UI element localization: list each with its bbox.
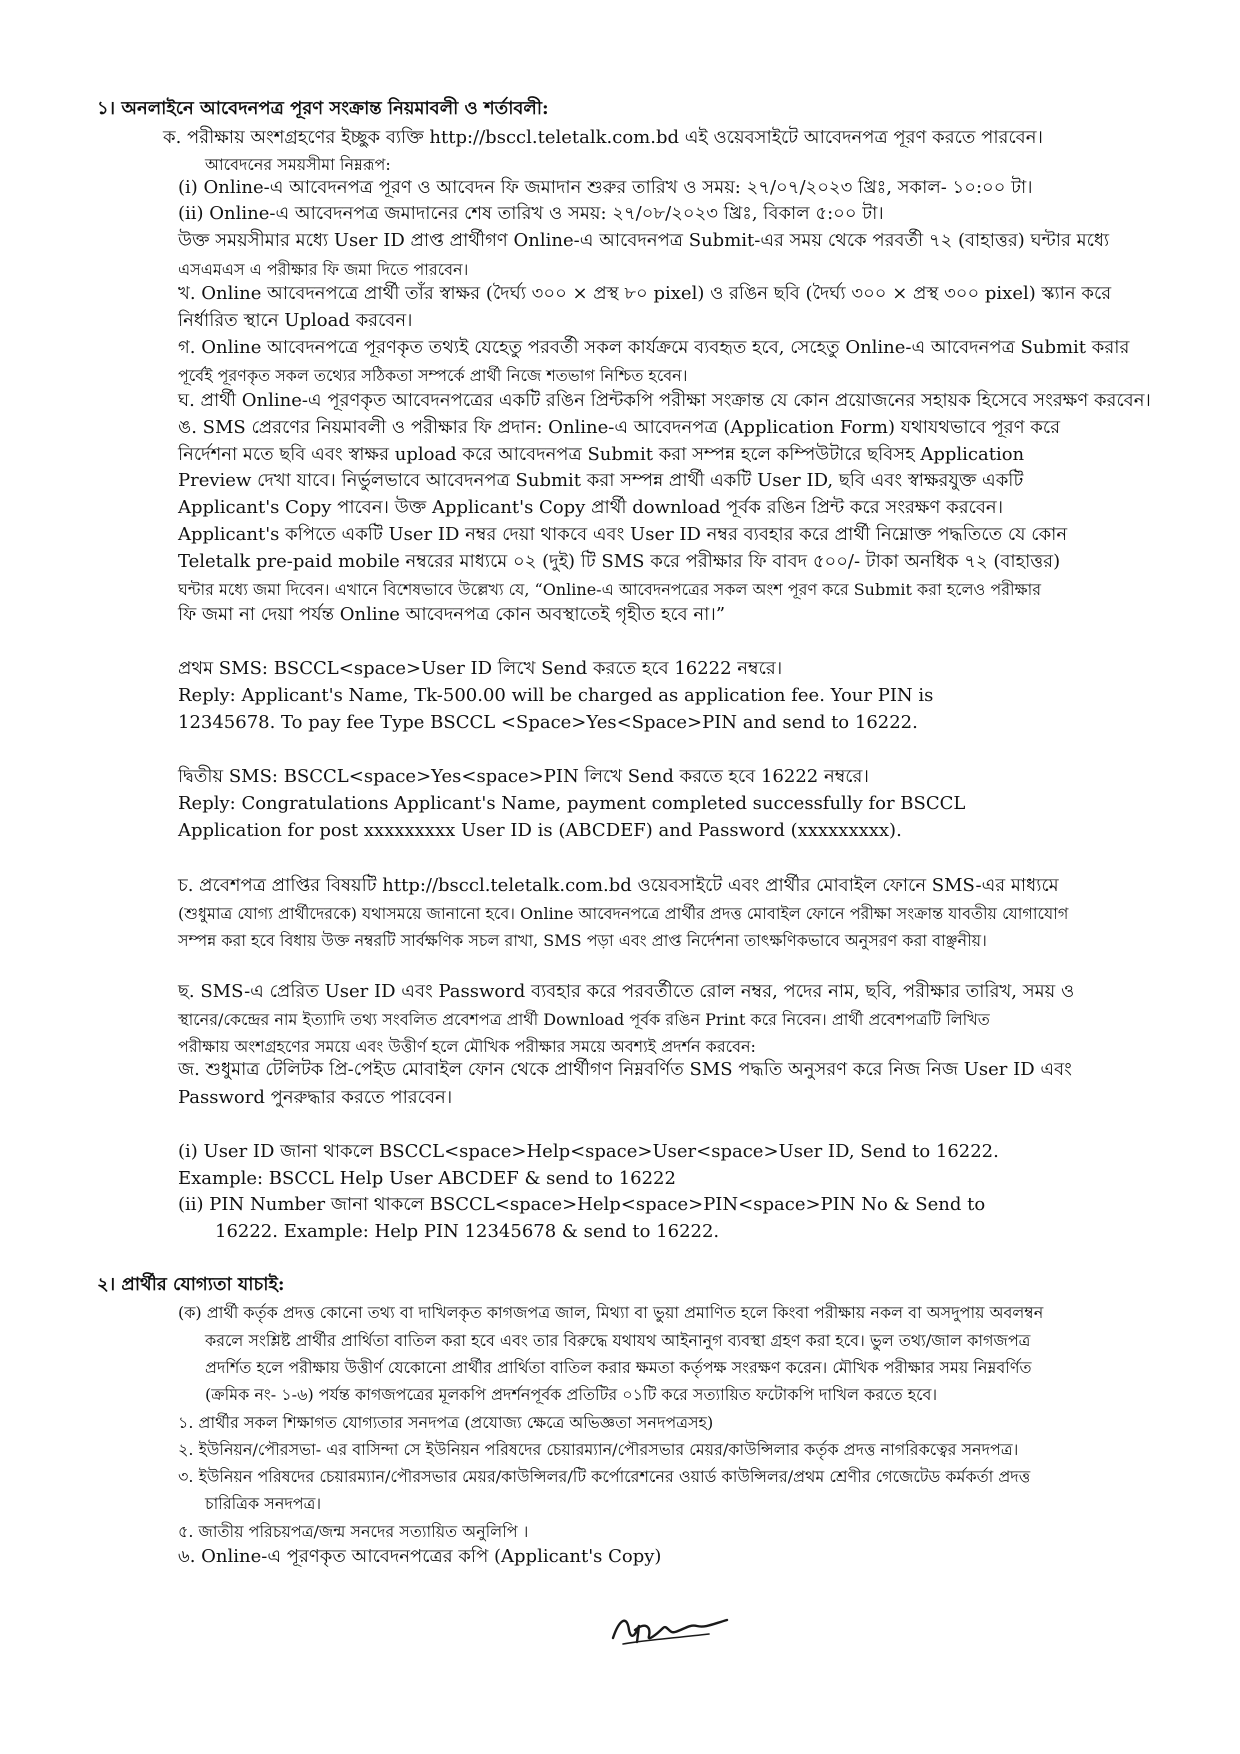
s2-ka-line-0: (ক) প্রার্থী কর্তৃক প্রদত্ত কোনো তথ্য বা দাখিলকৃত কাগজপত্র জাল, মিথ্যা বা ভুয়া প্রমাণিত হলে কিংবা পরীক্ষায় নকল বা অসদুপায় অবলম্বন [178, 1303, 1044, 1322]
s2-item-1: ১. প্রার্থীর সকল শিক্ষাগত যোগ্যতার সনদপত্র (প্রযোজ্য ক্ষেত্রে অভিজ্ঞতা সনদপত্রসহ) [178, 1413, 714, 1432]
s2-item-3: ৩. ইউনিয়ন পরিষদের চেয়ারম্যান/পৌরসভার মেয়র/কাউন্সিলর/টি কর্পোরেশনের ওয়ার্ড কাউন্সিলর/প্রথম শ্রেণীর গেজেটেড কর্মকর্তা প্রদত্ত [178, 1467, 1031, 1486]
s1-cha-line-2: সম্পন্ন করা হবে বিধায় উক্ত নম্বরটি সার্বক্ষণিক সচল রাখা, SMS পড়া এবং প্রাপ্ত নির্দেশনা তাৎক্ষণিকভাবে অনুসরণ করা বাঞ্ছনীয়। [178, 931, 987, 950]
s1-uma-line-3: Applicant's Copy পাবেন। উক্ত Applicant's Copy প্রার্থী download পূর্বক রঙিন প্রিন্ট করে সংরক্ষণ করবেন। [178, 497, 1004, 518]
s1-gha-line-0: ঘ. প্রার্থী Online-এ পূরণকৃত আবেদনপত্রের একটি রঙিন প্রিন্টকপি পরীক্ষা সংক্রান্ত যে কোন প্রয়োজনের সহায়ক হিসেবে সংরক্ষণ করবেন। [178, 390, 1151, 411]
s2-ka-line-2: প্রদর্শিত হলে পরীক্ষায় উত্তীর্ণ যেকোনো প্রার্থীর প্রার্থিতা বাতিল করার ক্ষমতা কর্তৃপক্ষ সংরক্ষণ করেন। মৌখিক পরীক্ষার সময় নিম্নবর্ণিত [205, 1358, 1032, 1377]
s1-ka-line-1: আবেদনের সময়সীমা নিম্নরূপ: [205, 155, 391, 174]
s2-item-5: ৫. জাতীয় পরিচয়পত্র/জন্ম সনদের সত্যায়িত অনুলিপি । [178, 1522, 529, 1541]
s1-uma-line-6: ঘন্টার মধ্যে জমা দিবেন। এখানে বিশেষভাবে উল্লেখ্য যে, “Online-এ আবেদনপত্রের সকল অংশ পূরণ করে Submit করা হলেও পরীক্ষার [178, 580, 1042, 599]
s1-kha-line-0: খ. Online আবেদনপত্রে প্রার্থী তাঁর স্বাক্ষর (দৈর্ঘ্য ৩০০ × প্রস্থ ৮০ pixel) ও রঙিন ছবি (দৈর্ঘ্য ৩০০ × প্রস্থ ৩০০ pixel) স্ক্যান করে [178, 283, 1112, 304]
s1-ka-line-4: উক্ত সময়সীমার মধ্যে User ID প্রাপ্ত প্রার্থীগণ Online-এ আবেদনপত্র Submit-এর সময় থেকে পরবর্তী ৭২ (বাহাত্তর) ঘন্টার মধ্যে [178, 230, 1110, 251]
recovery-line-1: Example: BSCCL Help User ABCDEF & send to 16222 [178, 1168, 676, 1189]
recovery-line-2: (ii) PIN Number জানা থাকলে BSCCL<space>Help<space>PIN<space>PIN No & Send to [178, 1194, 986, 1215]
sms1-line-0: প্রথম SMS: BSCCL<space>User ID লিখে Send করতে হবে 16222 নম্বরে। [178, 658, 783, 679]
s1-ga-line-0: গ. Online আবেদনপত্রে পূরণকৃত তথ্যই যেহেতু পরবর্তী সকল কার্যক্রমে ব্যবহৃত হবে, সেহেতু Online-এ আবেদনপত্র Submit করার [178, 337, 1130, 358]
s2-ka-line-3: (ক্রমিক নং- ১-৬) পর্যন্ত কাগজপত্রের মূলকপি প্রদর্শনপূর্বক প্রতিটির ০১টি করে সত্যায়িত ফটোকপি দাখিল করতে হবে। [205, 1385, 938, 1404]
s1-chha-line-2: পরীক্ষায় অংশগ্রহণের সময়ে এবং উত্তীর্ণ হলে মৌখিক পরীক্ষার সময়ে অবশ্যই প্রদর্শন করবেন: [178, 1037, 756, 1056]
s1-chha-line-0: ছ. SMS-এ প্রেরিত User ID এবং Password ব্যবহার করে পরবর্তীতে রোল নম্বর, পদের নাম, ছবি, পরীক্ষার তারিখ, সময় ও [178, 981, 1075, 1002]
s1-cha-line-1: (শুধুমাত্র যোগ্য প্রার্থীদেরকে) যথাসময়ে জানানো হবে। Online আবেদনপত্রে প্রার্থীর প্রদত্ত মোবাইল ফোনে পরীক্ষা সংক্রান্ত যাবতীয় যোগাযোগ [178, 904, 1069, 923]
s1-ka-line-3: (ii) Online-এ আবেদনপত্র জমাদানের শেষ তারিখ ও সময়: ২৭/০৮/২০২৩ খ্রিঃ, বিকাল ৫:০০ টা। [178, 203, 884, 224]
s1-uma-line-0: ঙ. SMS প্রেরণের নিয়মাবলী ও পরীক্ষার ফি প্রদান: Online-এ আবেদনপত্র (Application Form) যথাযথভাবে পূরণ করে [178, 417, 1061, 438]
s1-uma-line-4: Applicant's কপিতে একটি User ID নম্বর দেয়া থাকবে এবং User ID নম্বর ব্যবহার করে প্রার্থী নিম্নোক্ত পদ্ধতিতে যে কোন [178, 524, 1068, 545]
s2-item-2: ২. ইউনিয়ন/পৌরসভা- এর বাসিন্দা সে ইউনিয়ন পরিষদের চেয়ারম্যান/পৌরসভার মেয়র/কাউন্সিলার কর্তৃক প্রদত্ত নাগরিকত্বের সনদপত্র। [178, 1440, 1019, 1459]
handwritten-signature [605, 1600, 735, 1650]
section1-heading: ১। অনলাইনে আবেদনপত্র পূরণ সংক্রান্ত নিয়মাবলী ও শর্তাবলী: [97, 98, 549, 119]
s1-uma-line-5: Teletalk pre-paid mobile নম্বরের মাধ্যমে ০২ (দুই) টি SMS করে পরীক্ষার ফি বাবদ ৫০০/- টাকা অনধিক ৭২ (বাহাত্তর) [178, 551, 1061, 572]
sms2-line-1: Reply: Congratulations Applicant's Name, payment completed successfully for BSCCL [178, 793, 966, 814]
section2-heading: ২। প্রার্থীর যোগ্যতা যাচাই: [97, 1274, 285, 1295]
s1-cha-line-0: চ. প্রবেশপত্র প্রাপ্তির বিষয়টি http://bsccl.teletalk.com.bd ওয়েবসাইটে এবং প্রার্থীর মোবাইল ফোনে SMS-এর মাধ্যমে [178, 875, 1059, 896]
s1-kha-line-1: নির্ধারিত স্থানে Upload করবেন। [178, 310, 413, 331]
s1-ja-line-0: জ. শুধুমাত্র টেলিটক প্রি-পেইড মোবাইল ফোন থেকে প্রার্থীগণ নিম্নবর্ণিত SMS পদ্ধতি অনুসরণ করে নিজ নিজ User ID এবং [178, 1059, 1072, 1080]
s1-ka-line-2: (i) Online-এ আবেদনপত্র পূরণ ও আবেদন ফি জমাদান শুরুর তারিখ ও সময়: ২৭/০৭/২০২৩ খ্রিঃ, সকাল- ১০:০০ টা। [178, 177, 1033, 198]
s2-ka-line-1: করলে সংশ্লিষ্ট প্রার্থীর প্রার্থিতা বাতিল করা হবে এবং তার বিরুদ্ধে যথাযথ আইনানুগ ব্যবস্থা গ্রহণ করা হবে। ভুল তথ্য/জাল কাগজপত্র [205, 1331, 1031, 1350]
recovery-line-0: (i) User ID জানা থাকলে BSCCL<space>Help<space>User<space>User ID, Send to 16222. [178, 1141, 999, 1162]
s1-uma-line-7: ফি জমা না দেয়া পর্যন্ত Online আবেদনপত্র কোন অবস্থাতেই গৃহীত হবে না।” [178, 604, 726, 625]
s1-ja-line-1: Password পুনরুদ্ধার করতে পারবেন। [178, 1087, 453, 1108]
sms1-line-2: 12345678. To pay fee Type BSCCL <Space>Yes<Space>PIN and send to 16222. [178, 712, 918, 733]
recovery-line-3: 16222. Example: Help PIN 12345678 & send to 16222. [215, 1221, 720, 1242]
s1-ka-line-5: এসএমএস এ পরীক্ষার ফি জমা দিতে পারবেন। [178, 260, 469, 279]
s1-uma-line-1: নির্দেশনা মতে ছবি এবং স্বাক্ষর upload করে আবেদনপত্র Submit করা সম্পন্ন হলে কম্পিউটারে ছবিসহ Application [178, 444, 1025, 465]
s2-item-3-cont: চারিত্রিক সনদপত্র। [205, 1494, 322, 1513]
s2-item-6: ৬. Online-এ পূরণকৃত আবেদনপত্রের কপি (Applicant's Copy) [178, 1546, 662, 1567]
s1-ka-line-0: ক. পরীক্ষায় অংশগ্রহণের ইচ্ছুক ব্যক্তি http://bsccl.teletalk.com.bd এই ওয়েবসাইটে আবেদনপত্র পূরণ করতে পারবেন। [163, 127, 1043, 148]
sms2-line-2: Application for post xxxxxxxxx User ID is (ABCDEF) and Password (xxxxxxxxx). [178, 820, 902, 841]
s1-ga-line-1: পূর্বেই পূরণকৃত সকল তথ্যের সঠিকতা সম্পর্কে প্রার্থী নিজে শতভাগ নিশ্চিত হবেন। [178, 366, 688, 385]
s1-uma-line-2: Preview দেখা যাবে। নির্ভুলভাবে আবেদনপত্র Submit করা সম্পন্ন প্রার্থী একটি User ID, ছবি এবং স্বাক্ষরযুক্ত একটি [178, 470, 1024, 491]
sms1-line-1: Reply: Applicant's Name, Tk-500.00 will be charged as application fee. Your PIN is [178, 685, 934, 706]
sms2-line-0: দ্বিতীয় SMS: BSCCL<space>Yes<space>PIN লিখে Send করতে হবে 16222 নম্বরে। [178, 766, 869, 787]
s1-chha-line-1: স্থানের/কেন্দ্রের নাম ইত্যাদি তথ্য সংবলিত প্রবেশপত্র প্রার্থী Download পূর্বক রঙিন Print করে নিবেন। প্রার্থী প্রবেশপত্রটি লিখিত [178, 1010, 990, 1029]
